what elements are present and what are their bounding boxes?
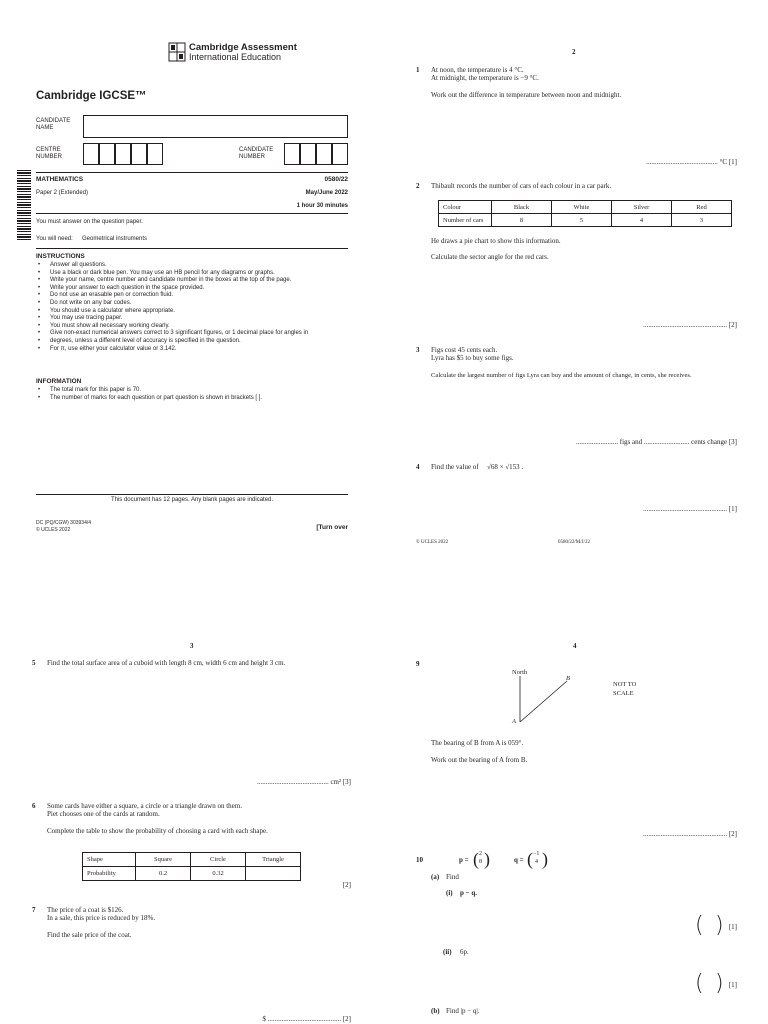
candidate-number-field[interactable]: [284, 143, 348, 165]
vector-top: 2: [479, 851, 482, 857]
q7-line-1: The price of a coat is $126.: [47, 906, 124, 914]
part-b-text: Find |p − q|.: [446, 1007, 480, 1015]
table-cell: Circle: [191, 853, 246, 867]
table-cell: Triangle: [246, 853, 301, 867]
q4-expression: √68 × √153 .: [487, 463, 524, 471]
mark: [1]: [728, 981, 737, 989]
probability-table: [82, 852, 301, 881]
candidate-number-label: CANDIDATE NUMBER: [239, 147, 274, 160]
left-paren: (: [527, 849, 533, 869]
information-item: • The total mark for this paper is 70.: [50, 387, 348, 395]
logo-line-1: Cambridge Assessment: [189, 42, 297, 53]
left-paren: (: [473, 849, 479, 869]
question-number: 9: [416, 660, 420, 668]
q1-line-1: At noon, the temperature is 4 °C.: [431, 66, 524, 74]
find-text: Find: [446, 873, 459, 881]
not-to-scale: NOT TO SCALE: [613, 681, 637, 697]
information-list: [36, 387, 348, 402]
crest-icon: [168, 42, 186, 62]
instruction-item: • Do not write on any bar codes.: [50, 300, 348, 308]
question-number: 6: [32, 802, 36, 810]
need-label: You will need:: [36, 236, 73, 242]
barcode: [17, 170, 31, 242]
footer-code: 0580/22/M/J/22: [558, 540, 590, 545]
q7-line-2: In a sale, this price is reduced by 18%.: [47, 914, 156, 922]
mark: [2]: [342, 881, 351, 889]
digit-box[interactable]: [300, 143, 316, 165]
bearing-line: [520, 681, 567, 722]
point-a-label: A: [512, 718, 516, 725]
table-cell: Shape: [83, 853, 136, 867]
table-cell: Silver: [612, 201, 672, 214]
table-cell: Red: [672, 201, 732, 214]
table-cell: 3: [672, 214, 732, 227]
q7-line-3: Find the sale price of the coat.: [47, 931, 132, 939]
digit-box[interactable]: [99, 143, 115, 165]
table-cell: Probability: [83, 867, 136, 881]
cambridge-logo: [168, 42, 298, 64]
table-cell: Colour: [439, 201, 492, 214]
triangle-probability-input[interactable]: [246, 867, 301, 881]
digit-box[interactable]: [316, 143, 332, 165]
instruction-item: • Answer all questions.: [50, 262, 348, 270]
instruction-item: • Do not use an erasable pen or correction fluid.: [50, 292, 348, 300]
page-number: 2: [572, 48, 576, 56]
q3-line-3: Calculate the largest number of figs Lyra can buy and the amount of change, in cents, she receives.: [431, 372, 692, 379]
question-number: 7: [32, 906, 36, 914]
turn-over: [Turn over: [316, 524, 348, 531]
subject: MATHEMATICS: [36, 176, 84, 183]
vector-p: p = ( 2 8 ): [459, 849, 490, 869]
q6-line-2: Piet chooses one of the cards at random.: [47, 810, 160, 818]
instruction-item: • For π, use either your calculator value or 3.142.: [50, 346, 348, 354]
page-number: 3: [190, 642, 194, 650]
q1-line-2: At midnight, the temperature is −9 °C.: [431, 74, 539, 82]
question-number: 2: [416, 182, 420, 190]
right-paren: ): [542, 849, 548, 869]
table-cell: Square: [136, 853, 191, 867]
mark: [1]: [728, 923, 737, 931]
digit-box[interactable]: [332, 143, 348, 165]
digit-box[interactable]: [115, 143, 131, 165]
table-cell: 4: [612, 214, 672, 227]
instruction-item-continued: • degrees, unless a different level of accuracy is specified in the question.: [50, 338, 348, 346]
instructions-list: [36, 262, 348, 353]
answer-line[interactable]: ......................................... cm² [3]: [256, 778, 351, 786]
q2-line-1: Thibault records the number of cars of each colour in a car park.: [431, 182, 612, 190]
q1-line-3: Work out the difference in temperature between noon and midnight.: [431, 91, 622, 99]
candidate-name-field[interactable]: [83, 115, 348, 138]
q3-line-1: Figs cost 45 cents each.: [431, 346, 498, 354]
question-number: 3: [416, 346, 420, 354]
question-number: 5: [32, 659, 36, 667]
logo-line-2: International Education: [189, 52, 282, 62]
instruction-item: • You should use a calculator where appropriate.: [50, 308, 348, 316]
answer-line[interactable]: ................................................ [2]: [643, 321, 737, 329]
vector-bottom: 8: [479, 859, 482, 865]
need-value: Geometrical instruments: [82, 236, 148, 242]
digit-box[interactable]: [83, 143, 99, 165]
information-item: • The number of marks for each question or part question is shown in brackets [ ].: [50, 395, 348, 403]
footer-copyright: © UCLES 2022: [416, 540, 449, 545]
point-b-label: B: [566, 675, 570, 682]
vector-answer-box[interactable]: ( ): [695, 913, 724, 938]
candidate-name-label: CANDIDATE NAME: [36, 118, 71, 131]
table-cell: Number of cars: [439, 214, 492, 227]
centre-number-field[interactable]: [83, 143, 163, 165]
footer-code: DC (PQ/CGW) 303934/4: [36, 520, 92, 526]
paper-code: 0580/22: [324, 176, 348, 183]
q4-text: Find the value of: [431, 463, 479, 471]
information-heading: INFORMATION: [36, 378, 82, 385]
vector-answer-box[interactable]: ( ): [695, 971, 724, 996]
page-number: 4: [573, 642, 577, 650]
instruction-item: • Write your name, centre number and candidate number in the boxes at the top of the page.: [50, 277, 348, 285]
table-cell: 8: [492, 214, 552, 227]
table-cell: 5: [552, 214, 612, 227]
pages-note: This document has 12 pages. Any blank pages are indicated.: [110, 497, 274, 503]
q3-line-2: Lyra has $5 to buy some figs.: [431, 354, 514, 362]
question-number: 10: [416, 856, 423, 864]
north-label: North: [512, 669, 528, 676]
digit-box[interactable]: [131, 143, 147, 165]
part-label: (a): [431, 873, 440, 881]
q5-text: Find the total surface area of a cuboid with length 8 cm, width 6 cm and height 3 cm.: [47, 659, 286, 667]
subpart-label: (ii): [443, 948, 452, 956]
answer-line[interactable]: ................................................ [2]: [643, 830, 737, 838]
paper-name: Paper 2 (Extended): [36, 190, 89, 196]
digit-box[interactable]: [284, 143, 300, 165]
vector-bottom: 4: [535, 859, 538, 865]
table-cell: Black: [492, 201, 552, 214]
q9-line-2: Work out the bearing of A from B.: [431, 756, 528, 764]
cars-table: [438, 200, 732, 227]
instruction-item: • You must show all necessary working clearly.: [50, 323, 348, 331]
digit-box[interactable]: [147, 143, 163, 165]
answer-line[interactable]: ................................................ [1]: [643, 505, 737, 513]
instruction-item: • Write your answer to each question in the space provided.: [50, 285, 348, 293]
session: May/June 2022: [305, 190, 348, 196]
right-paren: ): [484, 849, 490, 869]
answer-line[interactable]: ......................................... °C [1]: [646, 158, 737, 166]
q9-line-1: The bearing of B from A is 059°.: [431, 739, 524, 747]
q6-line-1: Some cards have either a square, a circle or a triangle drawn on them.: [47, 802, 242, 810]
question-number: 4: [416, 463, 420, 471]
subpart-text: 6p.: [460, 948, 469, 956]
table-cell: White: [552, 201, 612, 214]
table-cell: 0.32: [191, 867, 246, 881]
vector-q: q = ( −1 4 ): [514, 849, 548, 869]
part-label: (b): [431, 1007, 440, 1015]
q6-line-3: Complete the table to show the probability of choosing a card with each shape.: [47, 827, 268, 835]
centre-number-label: CENTRE NUMBER: [36, 147, 63, 160]
instruction-item: • Use a black or dark blue pen. You may use an HB pencil for any diagrams or graphs.: [50, 270, 348, 278]
instruction-item: • Give non-exact numerical answers correct to 3 significant figures, or 1 decimal place for angles in: [50, 330, 348, 338]
vector-top: −1: [533, 851, 540, 857]
answer-line[interactable]: ........................ figs and .......................... cents change [3]: [576, 438, 737, 446]
table-cell: 0.2: [136, 867, 191, 881]
instructions-heading: INSTRUCTIONS: [36, 253, 85, 260]
question-number: 1: [416, 66, 420, 74]
subpart-label: (i): [446, 889, 453, 897]
answer-line[interactable]: $ .......................................... [2]: [262, 1015, 351, 1023]
answer-note: You must answer on the question paper.: [36, 219, 143, 225]
q2-line-2: He draws a pie chart to show this information.: [431, 237, 561, 245]
q2-line-3: Calculate the sector angle for the red cars.: [431, 253, 549, 261]
duration: 1 hour 30 minutes: [296, 203, 348, 209]
cover-title: Cambridge IGCSE™: [36, 90, 147, 102]
subpart-text: p − q.: [460, 889, 478, 897]
footer-copyright: © UCLES 2022: [36, 527, 71, 533]
instruction-item: • You may use tracing paper.: [50, 315, 348, 323]
